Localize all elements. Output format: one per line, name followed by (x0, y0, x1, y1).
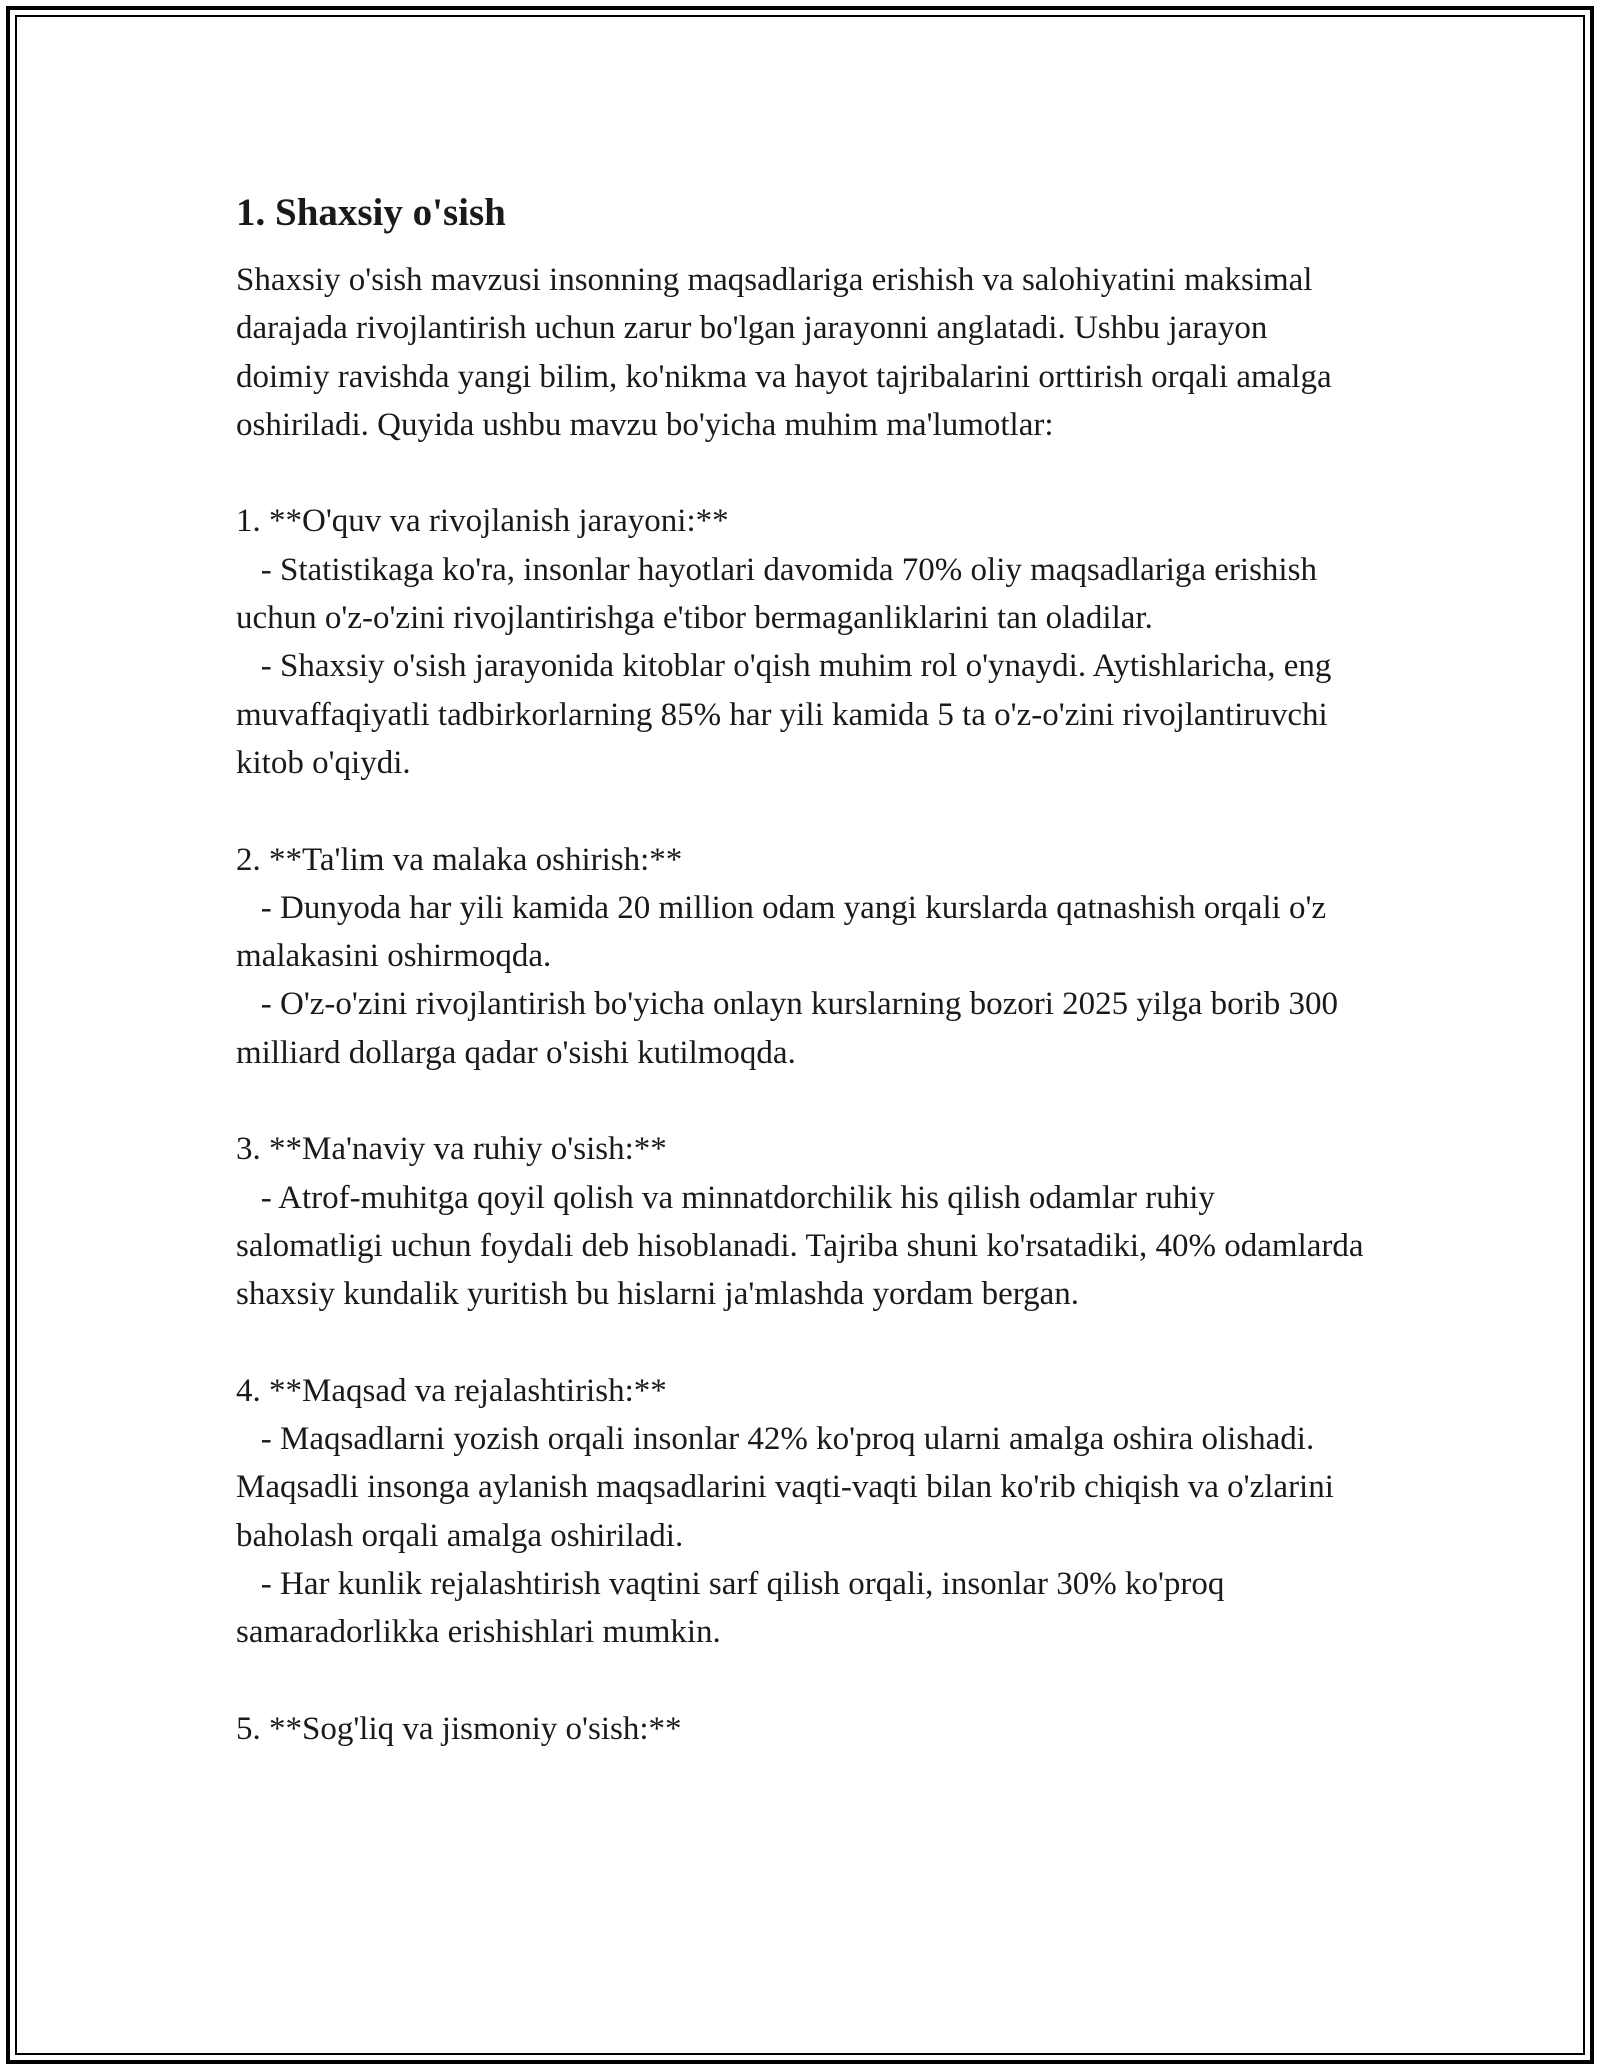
section-title: 2. **Ta'lim va malaka oshirish:** (236, 841, 683, 878)
section-title: 5. **Sog'liq va jismoniy o'sish:** (236, 1710, 682, 1747)
section-5 (236, 1705, 1366, 1753)
bullet-item: - O'z-o'zini rivojlantirish bo'yicha onlayn kurslarning bozori 2025 yilga borib 300 milliard dollarga qadar o'sishi kutilmoqda. (236, 986, 1347, 1071)
section-2 (236, 836, 1366, 1077)
section-title: 1. **O'quv va rivojlanish jarayoni:** (236, 503, 729, 540)
section-title: 4. **Maqsad va rejalashtirish:** (236, 1372, 667, 1409)
section-1 (236, 497, 1366, 787)
document-heading: 1. Shaxsiy o'sish (236, 191, 506, 234)
bullet-item: - Maqsadlarni yozish orqali insonlar 42% ko'proq ularni amalga oshira olishadi. Maqsadli insonga aylanish maqsadlarini vaqti-vaqti bilan ko'rib chiqish va o'zlarini baholash orqali amalga oshiriladi. (236, 1421, 1343, 1554)
section-4 (236, 1367, 1366, 1657)
bullet-item: - Statistikaga ko'ra, insonlar hayotlari davomida 70% oliy maqsadlariga erishish uchun o'z-o'zini rivojlantirishga e'tibor bermaganliklarini tan oladilar. (236, 551, 1326, 637)
document-page (236, 185, 1372, 1753)
intro-paragraph: Shaxsiy o'sish mavzusi insonning maqsadlariga erishish va salohiyatini maksimal darajada rivojlantirish uchun zarur bo'lgan jarayonni anglatadi. Ushbu jarayon doimiy ravishda yangi bilim, ko'nikma va hayot tajribalarini orttirish orqali amalga oshiriladi. Quyida ushbu mavzu bo'yicha muhim ma'lumotlar: (236, 262, 1332, 443)
bullet-item: - Dunyoda har yili kamida 20 million odam yangi kurslarda qatnashish orqali o'z malakasini oshirmoqda. (236, 889, 1335, 975)
bullet-item: - Shaxsiy o'sish jarayonida kitoblar o'qish muhim rol o'ynaydi. Aytishlaricha, eng muvaffaqiyatli tadbirkorlarning 85% har yili kamida 5 ta o'z-o'zini rivojlantiruvchi kitob o'qiydi. (236, 648, 1340, 781)
bullet-item: - Har kunlik rejalashtirish vaqtini sarf qilish orqali, insonlar 30% ko'proq samaradorlikka erishishlari mumkin. (236, 1566, 1233, 1651)
bullet-item: - Atrof-muhitga qoyil qolish va minnatdorchilik his qilish odamlar ruhiy salomatligi uchun foydali deb hisoblanadi. Tajriba shuni ko'rsatadiki, 40% odamlarda shaxsiy kundalik yuritish bu hislarni ja'mlashda yordam bergan. (236, 1179, 1372, 1313)
section-3 (236, 1125, 1372, 1318)
section-title: 3. **Ma'naviy va ruhiy o'sish:** (236, 1131, 667, 1168)
